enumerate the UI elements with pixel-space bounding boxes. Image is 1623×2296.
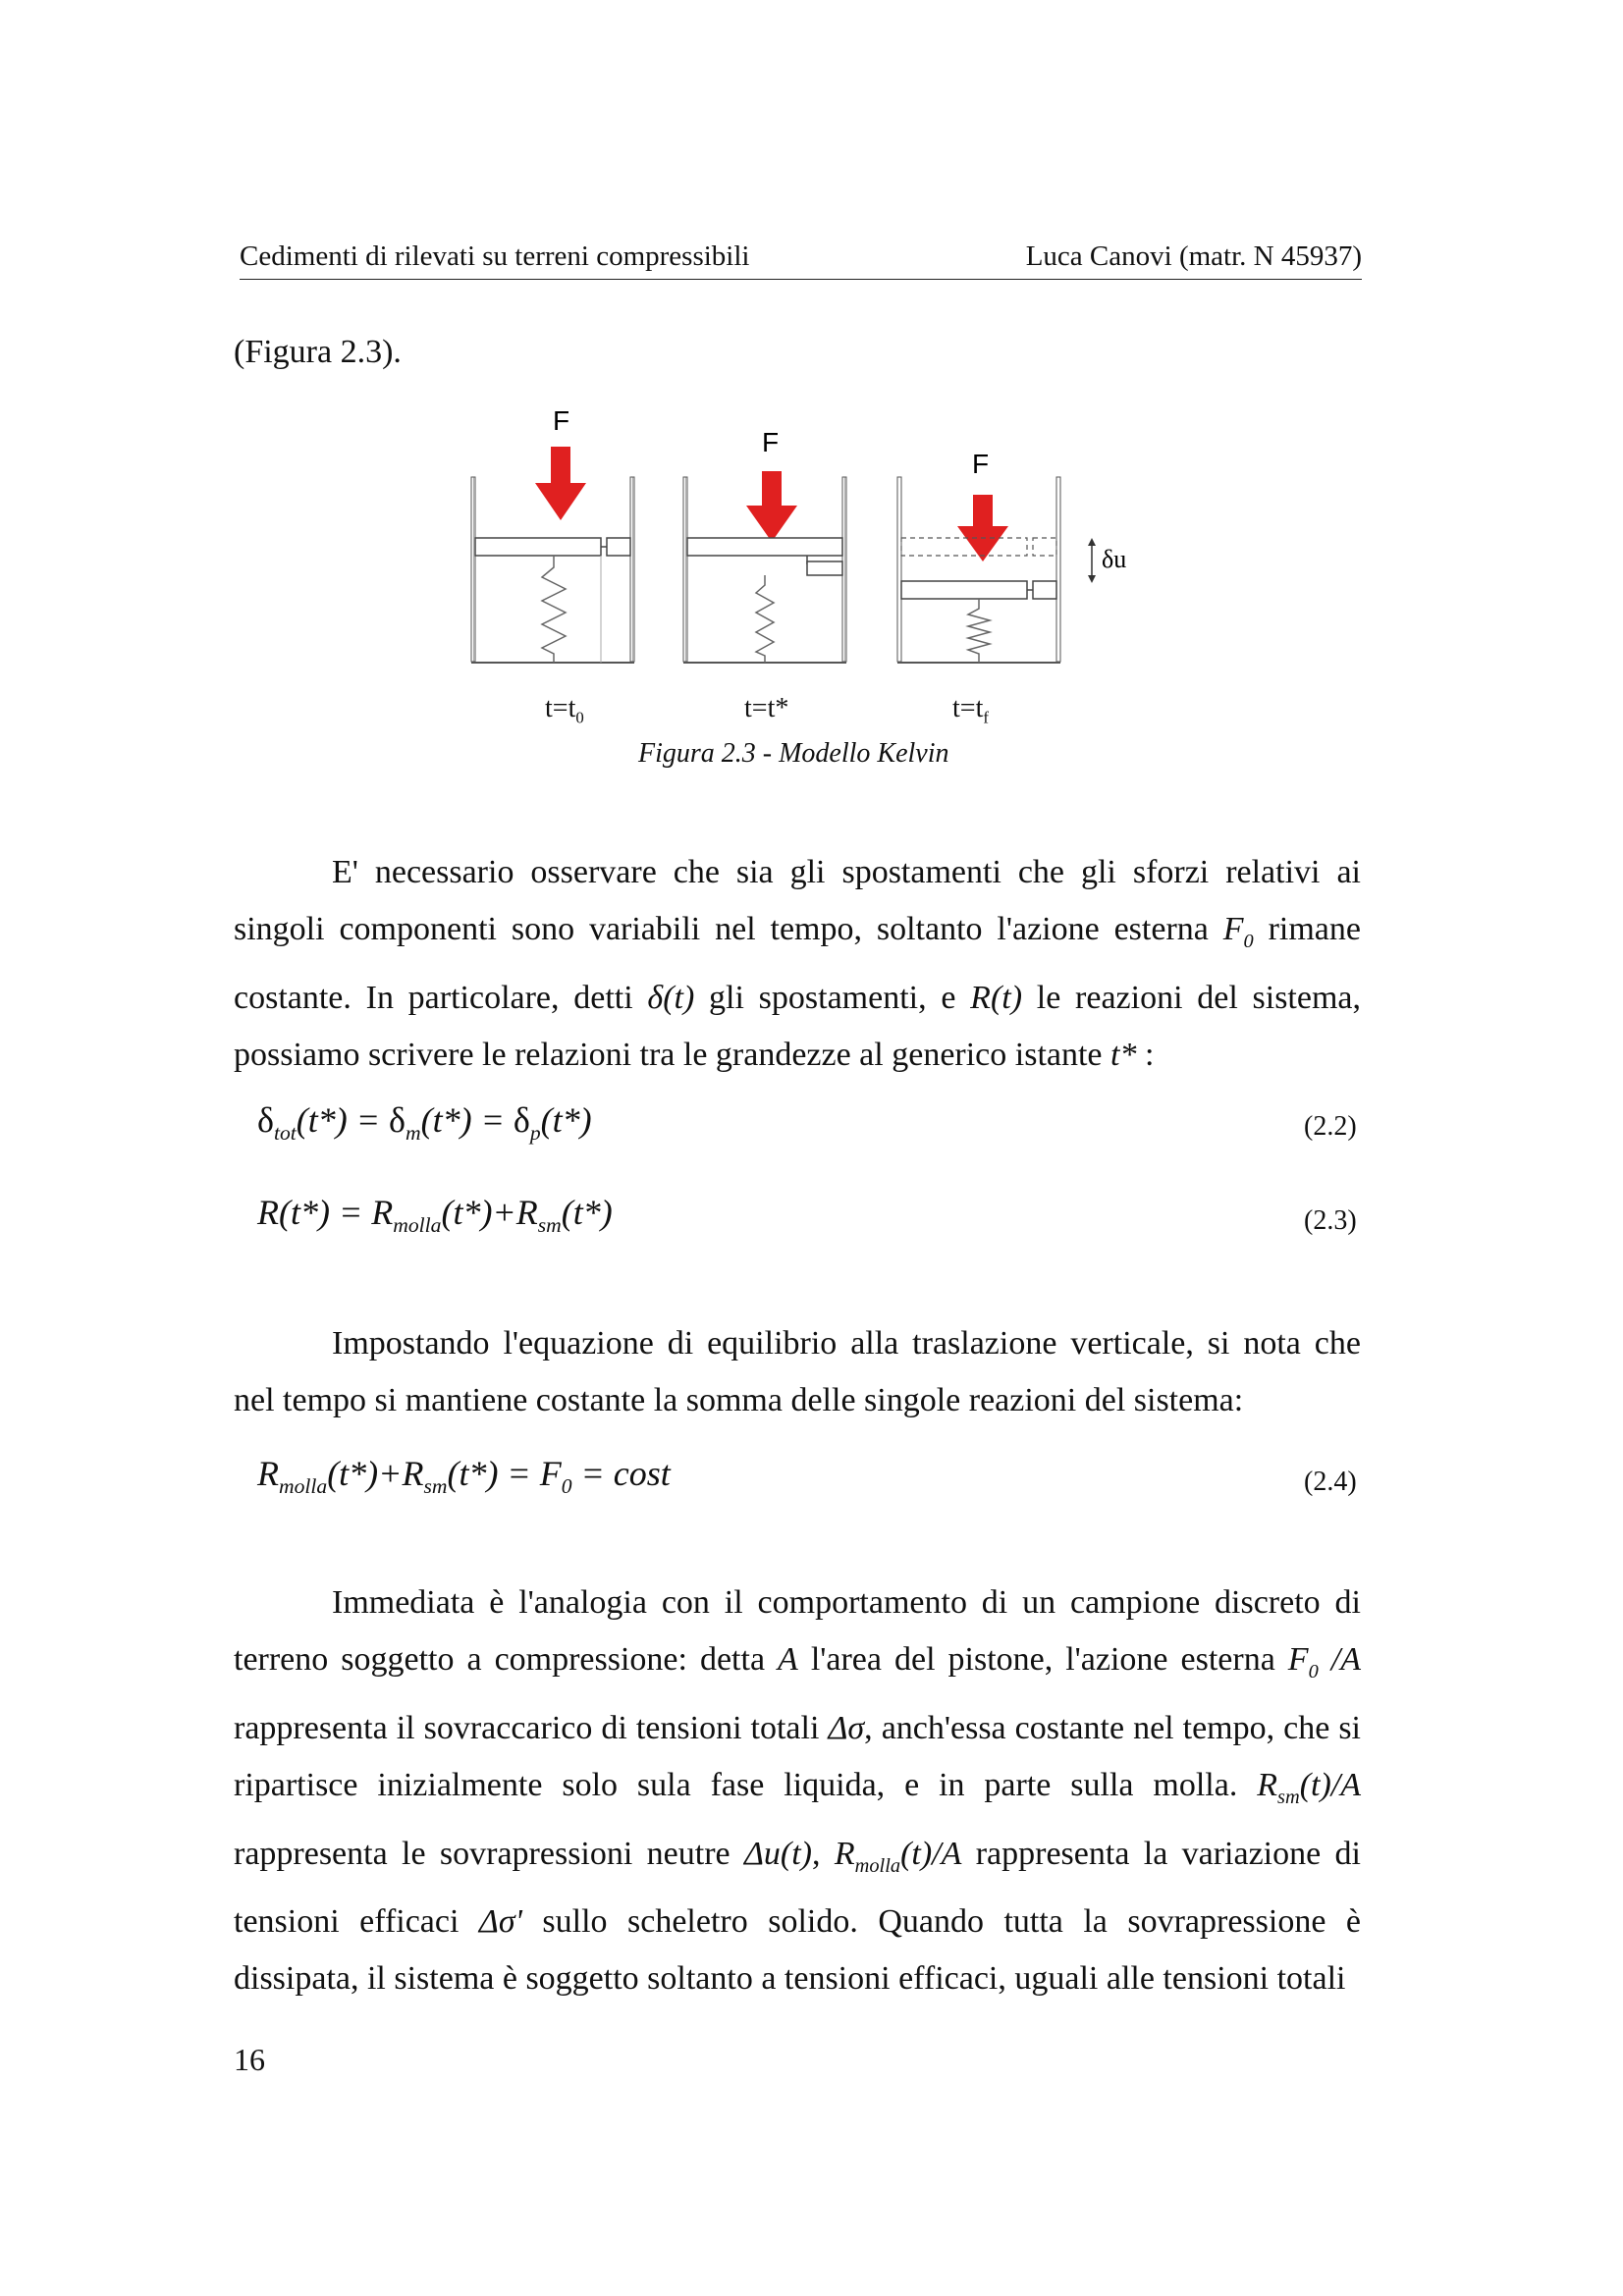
header-title: Cedimenti di rilevati su terreni compressibili xyxy=(240,240,750,272)
equation-number-2-2: (2.2) xyxy=(1304,1111,1357,1142)
paragraph-3: Immediata è l'analogia con il comportamento di un campione discreto di terreno soggetto a compressione: detta A l'area del pistone, l'azione esterna $F_0$ /A rappresenta il sovraccarico di tensioni totali Δσ, anch'essa costante nel tempo, che si ripartisce inizialmente solo sula fase liquida, e in parte sulla molla. $R_{sm}(t)/A$ rappresenta le sovrapressioni neutre Δu(t), $R_{molla}(t)/A$ rappresenta la variazione di tensioni efficaci Δσ' sullo scheletro solido. Quando tutta la sovrapressione è dissipata, il sistema è soggetto soltanto a tensioni efficaci, uguali alle tensioni totali xyxy=(234,1584,1361,1998)
equation-2-3: $R(t*) = R_{molla}(t*)+R_{sm}(t*)$ xyxy=(257,1193,613,1238)
equation-2-4: $R_{molla}(t*)+R_{sm}(t*) = F_0 = \cos t$ xyxy=(257,1454,671,1499)
panel-tf xyxy=(897,449,1126,663)
force-label: F xyxy=(972,449,990,479)
page-number: 16 xyxy=(234,2042,265,2077)
time-label-t0: $t=t_0$ xyxy=(545,693,584,727)
equation-number-2-3: (2.3) xyxy=(1304,1205,1357,1236)
panel-tstar xyxy=(683,427,846,663)
force-arrow xyxy=(957,495,1008,561)
running-header xyxy=(240,240,1362,280)
time-label-tf: $t=t_f$ xyxy=(952,693,989,727)
figure-caption: Figura 2.3 - Modello Kelvin xyxy=(638,738,949,769)
header-author: Luca Canovi (matr. N 45937) xyxy=(1025,240,1362,272)
time-label-tstar: t=t* xyxy=(744,693,789,723)
force-arrow xyxy=(746,471,797,542)
displacement-label: δu xyxy=(1102,545,1127,573)
panel-t0 xyxy=(471,405,634,663)
paragraph-1: E' necessario osservare che sia gli spostamenti che gli sforzi relativi ai singoli componenti sono variabili nel tempo, soltanto l'azione esterna $F_0$ rimane costante. In particolare, detti δ(t) gli spostamenti, e R(t) le reazioni del sistema, possiamo scrivere le relazioni tra le grandezze al generico istante t* : xyxy=(234,854,1361,1073)
kelvin-model-figure xyxy=(432,393,1159,746)
equation-2-2: $\delta_{tot}(t*) = \delta_m(t*) = \delta_p(t*)$ xyxy=(257,1100,592,1146)
intro-line: (Figura 2.3). xyxy=(234,334,402,370)
equation-number-2-4: (2.4) xyxy=(1304,1467,1357,1497)
paragraph-2: Impostando l'equazione di equilibrio alla traslazione verticale, si nota che nel tempo si mantiene costante la somma delle singole reazioni del sistema: xyxy=(234,1325,1361,1418)
force-label: F xyxy=(553,405,570,436)
force-label: F xyxy=(762,427,780,457)
force-arrow xyxy=(535,447,586,520)
